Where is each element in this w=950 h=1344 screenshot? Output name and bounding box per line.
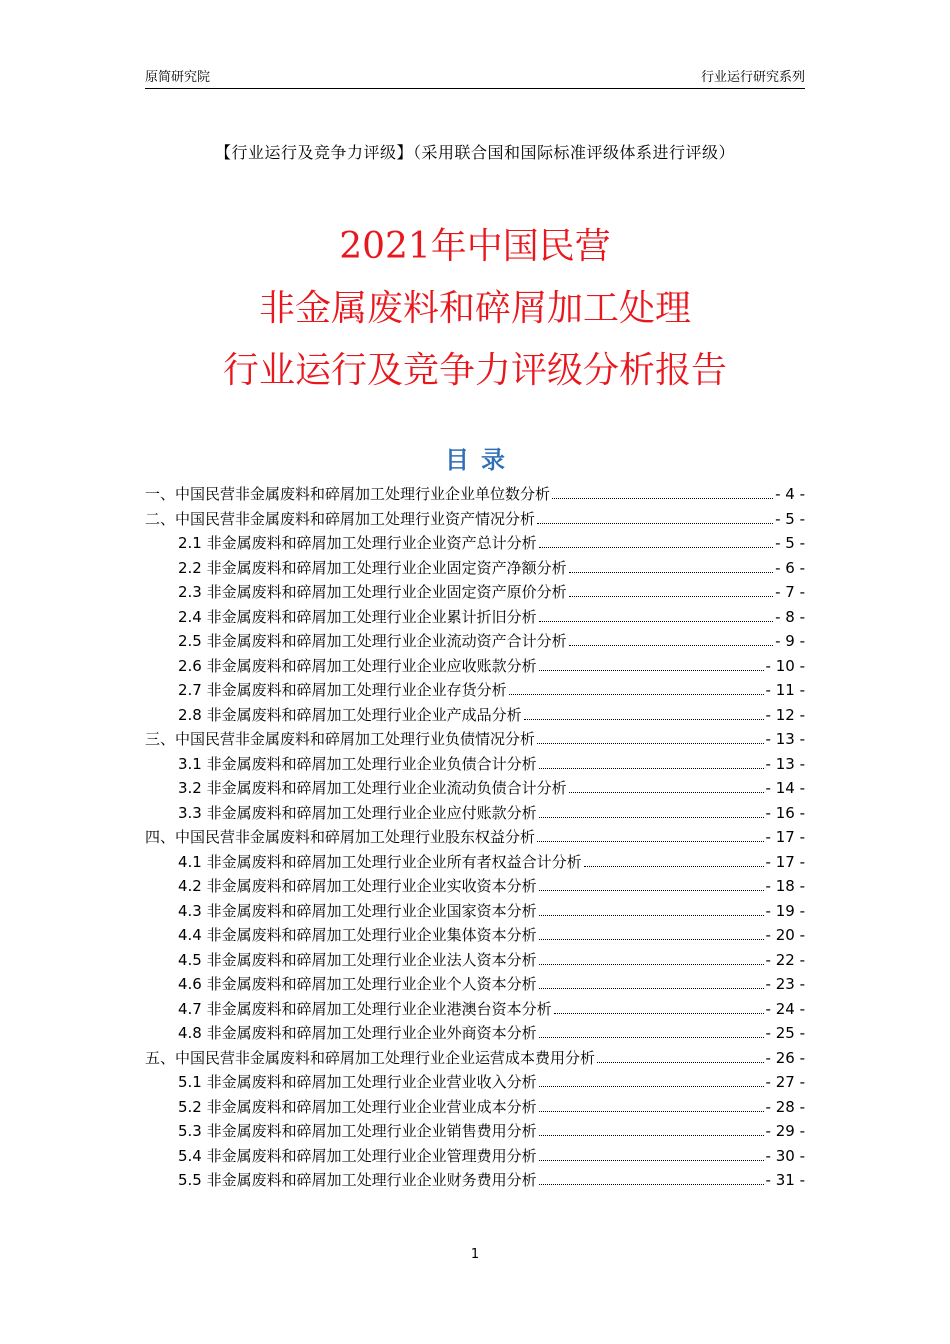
- toc-dot-leader: [539, 1037, 764, 1038]
- toc-dot-leader: [584, 866, 764, 867]
- toc-entry-label: 4.6 非金属废料和碎屑加工处理行业企业个人资本分析: [178, 975, 537, 993]
- toc-dot-leader: [539, 670, 764, 671]
- toc-entry[interactable]: [145, 581, 805, 606]
- toc-entry-label: 2.5 非金属废料和碎屑加工处理行业企业流动资产合计分析: [178, 632, 567, 650]
- toc-dot-leader: [539, 1135, 764, 1136]
- toc-dot-leader: [539, 621, 773, 622]
- toc-entry[interactable]: [145, 1071, 805, 1096]
- toc-entry-label: 3.1 非金属废料和碎屑加工处理行业企业负债合计分析: [178, 754, 537, 773]
- toc-entry[interactable]: [145, 1096, 805, 1121]
- toc-dot-leader: [539, 768, 764, 769]
- toc-entry-page: - 23 -: [765, 975, 805, 993]
- toc-entry[interactable]: [145, 655, 805, 680]
- toc-dot-leader: [539, 915, 764, 916]
- toc-entry-page: - 13 -: [765, 730, 805, 748]
- toc-entry-label: 2.4 非金属废料和碎屑加工处理行业企业累计折旧分析: [178, 607, 537, 626]
- table-of-contents: [145, 483, 805, 1194]
- toc-entry-page: - 16 -: [765, 803, 805, 822]
- toc-entry-label: 2.6 非金属废料和碎屑加工处理行业企业应收账款分析: [178, 656, 537, 675]
- toc-entry[interactable]: [145, 924, 805, 949]
- toc-entry[interactable]: [145, 998, 805, 1023]
- toc-entry[interactable]: [145, 973, 805, 998]
- toc-entry-label: 4.2 非金属废料和碎屑加工处理行业企业实收资本分析: [178, 877, 537, 895]
- toc-entry-label: 2.7 非金属废料和碎屑加工处理行业企业存货分析: [178, 681, 507, 699]
- title-line-3: 行业运行及竞争力评级分析报告: [222, 350, 727, 391]
- toc-entry-page: - 22 -: [765, 950, 805, 969]
- toc-entry[interactable]: [145, 1022, 805, 1047]
- toc-entry[interactable]: [145, 508, 805, 533]
- header-org-name: 原简研究院: [145, 70, 211, 85]
- toc-entry[interactable]: [145, 1047, 805, 1072]
- toc-dot-leader: [539, 939, 764, 940]
- toc-entry-label: 4.3 非金属废料和碎屑加工处理行业企业国家资本分析: [178, 901, 537, 920]
- toc-entry[interactable]: [145, 704, 805, 729]
- toc-entry[interactable]: [145, 1145, 805, 1170]
- toc-dot-leader: [524, 719, 764, 720]
- toc-entry[interactable]: [145, 753, 805, 778]
- header-series-name: 行业运行研究系列: [700, 70, 805, 85]
- toc-entry-label: 5.4 非金属废料和碎屑加工处理行业企业管理费用分析: [178, 1146, 537, 1165]
- toc-entry-label: 5.2 非金属废料和碎屑加工处理行业企业营业成本分析: [178, 1097, 537, 1116]
- toc-entry-page: - 17 -: [765, 852, 805, 871]
- toc-entry-label: 一、中国民营非金属废料和碎屑加工处理行业企业单位数分析: [145, 485, 551, 503]
- toc-entry-page: - 10 -: [765, 656, 805, 675]
- toc-dot-leader: [539, 890, 764, 891]
- toc-entry-label: 5.3 非金属废料和碎屑加工处理行业企业销售费用分析: [178, 1122, 537, 1140]
- toc-entry-label: 5.1 非金属废料和碎屑加工处理行业企业营业收入分析: [178, 1073, 537, 1091]
- toc-entry-page: - 19 -: [765, 901, 805, 920]
- toc-entry-page: - 26 -: [765, 1048, 805, 1067]
- toc-entry[interactable]: [145, 900, 805, 925]
- toc-entry-page: - 29 -: [765, 1122, 805, 1140]
- toc-entry-label: 4.1 非金属废料和碎屑加工处理行业企业所有者权益合计分析: [178, 852, 582, 871]
- toc-entry-page: - 18 -: [765, 877, 805, 895]
- toc-entry-page: - 24 -: [765, 999, 805, 1018]
- toc-entry-page: - 5 -: [775, 534, 805, 552]
- toc-entry-page: - 4 -: [775, 485, 805, 503]
- toc-entry[interactable]: [145, 532, 805, 557]
- toc-entry[interactable]: [145, 949, 805, 974]
- toc-entry[interactable]: [145, 728, 805, 753]
- toc-dot-leader: [552, 498, 773, 499]
- toc-dot-leader: [539, 1184, 764, 1185]
- toc-dot-leader: [569, 572, 773, 573]
- toc-entry-label: 4.8 非金属废料和碎屑加工处理行业企业外商资本分析: [178, 1024, 537, 1042]
- toc-dot-leader: [537, 743, 764, 744]
- toc-entry-label: 2.2 非金属废料和碎屑加工处理行业企业固定资产净额分析: [178, 558, 567, 577]
- header-divider: [145, 88, 805, 89]
- toc-entry-label: 3.2 非金属废料和碎屑加工处理行业企业流动负债合计分析: [178, 779, 567, 797]
- toc-entry-page: - 11 -: [765, 681, 805, 699]
- toc-entry[interactable]: [145, 851, 805, 876]
- toc-entry-page: - 17 -: [765, 828, 805, 846]
- toc-entry[interactable]: [145, 1120, 805, 1145]
- toc-entry[interactable]: [145, 679, 805, 704]
- toc-heading: 目录: [445, 446, 517, 474]
- toc-entry-label: 4.7 非金属废料和碎屑加工处理行业企业港澳台资本分析: [178, 999, 552, 1018]
- toc-entry-page: - 25 -: [765, 1024, 805, 1042]
- toc-dot-leader: [539, 1160, 764, 1161]
- toc-entry-page: - 28 -: [765, 1097, 805, 1116]
- toc-entry-page: - 8 -: [775, 607, 805, 626]
- toc-entry[interactable]: [145, 875, 805, 900]
- toc-entry-page: - 12 -: [765, 705, 805, 724]
- toc-entry-page: - 5 -: [775, 509, 805, 528]
- toc-entry[interactable]: [145, 802, 805, 827]
- toc-entry-label: 二、中国民营非金属废料和碎屑加工处理行业资产情况分析: [145, 509, 536, 528]
- toc-dot-leader: [554, 1013, 764, 1014]
- toc-entry-page: - 14 -: [765, 779, 805, 797]
- toc-dot-leader: [539, 988, 764, 989]
- toc-dot-leader: [569, 645, 773, 646]
- toc-entry-label: 3.3 非金属废料和碎屑加工处理行业企业应付账款分析: [178, 803, 537, 822]
- toc-dot-leader: [539, 817, 764, 818]
- toc-entry-label: 三、中国民营非金属废料和碎屑加工处理行业负债情况分析: [145, 730, 536, 748]
- toc-entry-label: 2.1 非金属废料和碎屑加工处理行业企业资产总计分析: [178, 534, 537, 552]
- rating-note: 【行业运行及竞争力评级】（采用联合国和国际标准评级体系进行评级）: [214, 143, 735, 162]
- toc-entry-label: 5.5 非金属废料和碎屑加工处理行业企业财务费用分析: [178, 1171, 537, 1189]
- toc-dot-leader: [539, 547, 773, 548]
- toc-entry-label: 4.4 非金属废料和碎屑加工处理行业企业集体资本分析: [178, 926, 537, 944]
- toc-entry[interactable]: [145, 606, 805, 631]
- toc-entry[interactable]: [145, 483, 805, 508]
- toc-dot-leader: [569, 596, 773, 597]
- toc-entry[interactable]: [145, 630, 805, 655]
- toc-entry-page: - 27 -: [765, 1073, 805, 1091]
- toc-entry[interactable]: [145, 777, 805, 802]
- toc-entry-page: - 31 -: [765, 1171, 805, 1189]
- toc-dot-leader: [539, 964, 764, 965]
- toc-dot-leader: [569, 792, 764, 793]
- toc-entry-page: - 9 -: [775, 632, 805, 650]
- toc-entry-page: - 13 -: [765, 754, 805, 773]
- report-title: [0, 216, 950, 402]
- title-line-1: 2021年中国民营: [339, 226, 611, 267]
- page-number: 1: [470, 1247, 480, 1262]
- toc-entry-label: 四、中国民营非金属废料和碎屑加工处理行业股东权益分析: [145, 828, 536, 846]
- toc-entry-page: - 30 -: [765, 1146, 805, 1165]
- toc-entry-label: 2.3 非金属废料和碎屑加工处理行业企业固定资产原价分析: [178, 583, 567, 601]
- toc-dot-leader: [537, 523, 773, 524]
- title-line-2: 非金属废料和碎屑加工处理: [258, 288, 691, 329]
- toc-entry-page: - 20 -: [765, 926, 805, 944]
- toc-dot-leader: [597, 1062, 764, 1063]
- toc-dot-leader: [539, 1111, 764, 1112]
- toc-entry-page: - 6 -: [775, 558, 805, 577]
- toc-entry[interactable]: [145, 1169, 805, 1194]
- toc-entry-page: - 7 -: [775, 583, 805, 601]
- toc-entry-label: 4.5 非金属废料和碎屑加工处理行业企业法人资本分析: [178, 950, 537, 969]
- toc-dot-leader: [539, 1086, 764, 1087]
- toc-dot-leader: [509, 694, 764, 695]
- toc-entry-label: 五、中国民营非金属废料和碎屑加工处理行业企业运营成本费用分析: [145, 1048, 596, 1067]
- toc-dot-leader: [537, 841, 764, 842]
- toc-entry[interactable]: [145, 557, 805, 582]
- toc-entry[interactable]: [145, 826, 805, 851]
- toc-entry-label: 2.8 非金属废料和碎屑加工处理行业企业产成品分析: [178, 705, 522, 724]
